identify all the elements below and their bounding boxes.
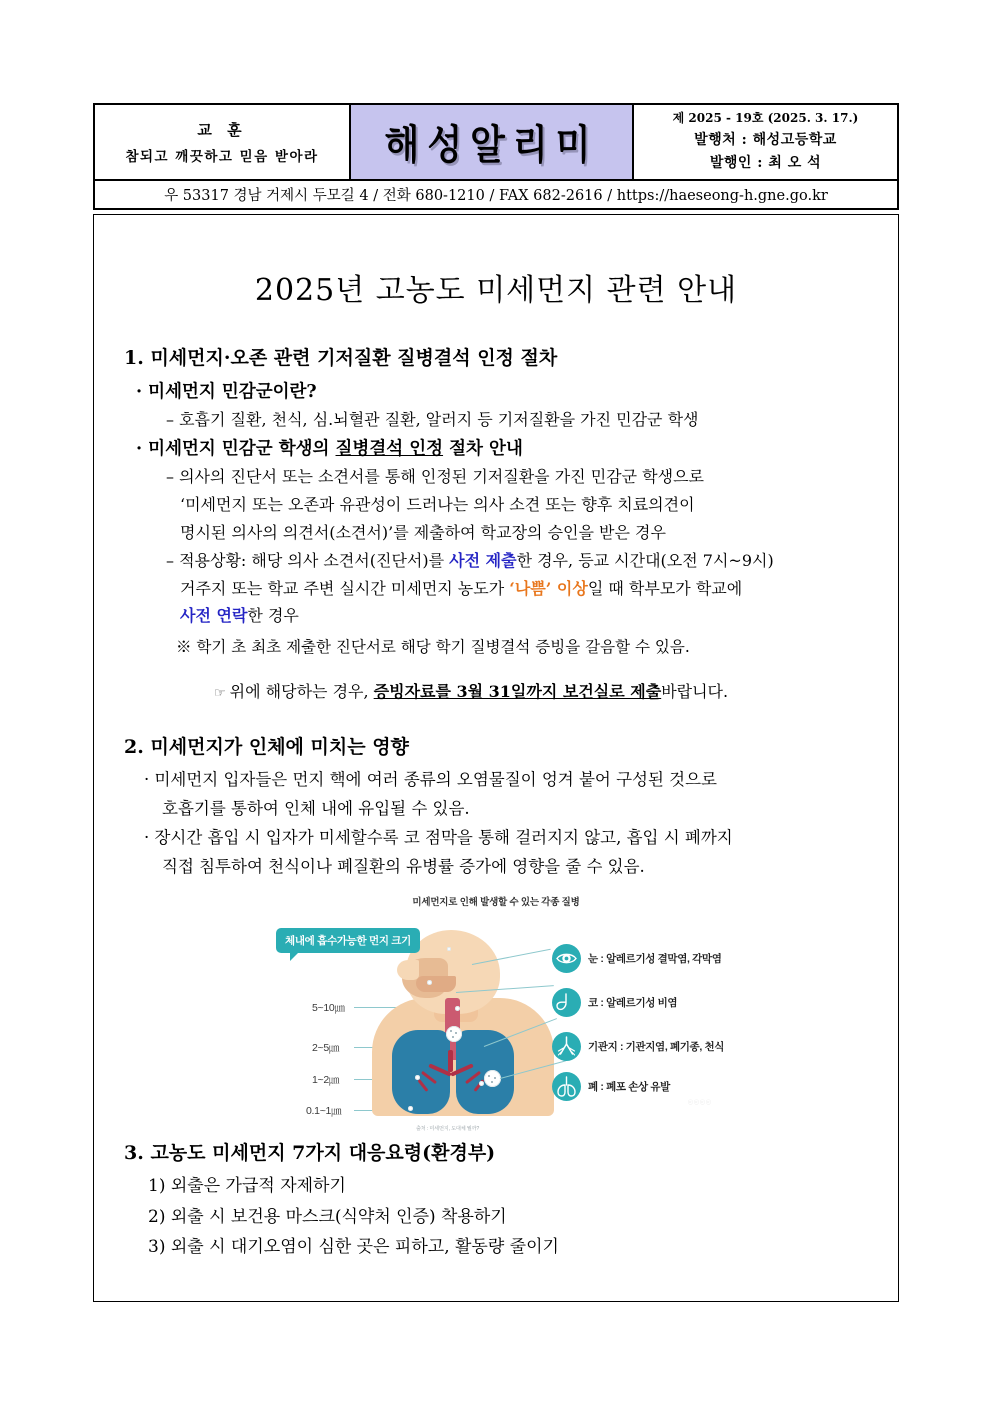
section-2-bullets (110, 767, 882, 880)
section-1-sub2-line2 (180, 576, 882, 602)
callout-b: 바랍니다. (661, 682, 729, 702)
motto-text: 참되고 깨끗하고 믿음 받아라 (125, 149, 319, 165)
disease-item-nose (552, 988, 677, 1017)
callout-underlined: 증빙자료를 3월 31일까지 보건실로 제출 (373, 682, 662, 702)
sub2-line1-highlight: 사전 제출 (449, 550, 517, 570)
bullet-2-underlined: 질병결석 인정 (335, 438, 444, 459)
section-1-bullet-1-sub: – 호흡기 질환, 천식, 심.뇌혈관 질환, 알러지 등 기저질환을 가진 민감군 학생 (166, 410, 699, 429)
editor: 발행인 : 최 오 석 (709, 154, 822, 171)
section-3 (110, 1138, 882, 1262)
section-1-sub1-line2: ‘미세먼지 또는 오존과 유관성이 드러나는 의사 소견 또는 향후 치료의견이 (180, 494, 695, 514)
document-body (93, 214, 899, 1302)
sub2-line3-b: 한 경우 (247, 606, 299, 626)
section-1-note: ※ 학기 초 최초 제출한 진단서로 해당 학기 질병결석 증빙을 갈음할 수 있음. (176, 638, 690, 657)
absorbable-size-badge: 체내에 흡수가능한 먼지 크기 (276, 928, 420, 953)
section-1-bullet-1 (136, 378, 882, 403)
disease-item-lung (552, 1072, 670, 1101)
newsletter-logo-cell (351, 105, 634, 179)
eye-icon (552, 944, 581, 973)
disease-label-eye: 눈 : 알레르기성 결막염, 각막염 (588, 953, 722, 966)
sub2-line2-a: 거주지 또는 학교 주변 실시간 미세먼지 농도가 (180, 578, 510, 598)
pointing-hand-icon: ☞ (214, 686, 226, 702)
sub2-line1-b: 한 경우, 등교 시간대(오전 7시~9시) (516, 550, 774, 570)
bullet-2-prefix: · 미세먼지 민감군 학생의 (136, 438, 336, 459)
size-label-1: 5~10㎛ (312, 1002, 345, 1015)
nose-icon (552, 988, 581, 1017)
infographic-title: 미세먼지로 인해 발생할 수 있는 각종 질병 (412, 897, 580, 909)
mouth-cavity-shape (416, 976, 456, 992)
address-bar: 우 53317 경남 거제시 두모길 4 / 전화 680-1210 / FAX 682-2616 / https://haeseong-h.gne.go.kr (93, 181, 899, 210)
section-1-sub2-line1 (166, 548, 882, 574)
disease-label-nose: 코 : 알레르기성 비염 (588, 997, 678, 1010)
sub2-line1-a: – 적용상황: 해당 의사 소견서(진단서)를 (166, 550, 450, 570)
section-2 (110, 732, 882, 1133)
callout-a: 위에 해당하는 경우, (229, 682, 374, 702)
infographic-source: 출처 : 미세먼지, 도대체 뭘까? (416, 1126, 480, 1133)
disease-item-eye (552, 944, 722, 973)
nose-shape (397, 960, 419, 980)
section-3-item-2: 2) 외출 시 보건용 마스크(식약처 인증) 착용하기 (148, 1206, 507, 1227)
size-label-4: 0.1~1㎛ (306, 1105, 342, 1118)
sub2-line2-b: 일 때 학부모가 학교에 (587, 578, 743, 598)
publisher: 발행처 : 해성고등학교 (694, 131, 837, 148)
newsletter-logo-text: 해성알리미 (384, 121, 599, 169)
section-3-item-3: 3) 외출 시 대기오염이 심한 곳은 피하고, 활동량 줄이기 (148, 1237, 559, 1258)
section-3-list (110, 1173, 882, 1262)
dust-disease-infographic (276, 894, 725, 1133)
section-1 (110, 343, 882, 702)
section-1-sub2-line3 (180, 603, 882, 629)
disease-item-bronchi (552, 1032, 724, 1061)
school-motto-cell (95, 105, 351, 179)
section-2-bullet-1-line2: 호흡기를 통하여 인체 내에 유입될 수 있음. (162, 799, 470, 819)
size-label-2: 2~5㎛ (312, 1042, 340, 1055)
sub2-line2-highlight: ‘나쁨’ 이상 (509, 578, 588, 598)
size-label-3: 1~2㎛ (312, 1074, 340, 1087)
section-2-bullet-2-line1: · 장시간 흡입 시 입자가 미세할수록 코 점막을 통해 걸러지지 않고, 흡입 시 폐까지 (144, 827, 733, 847)
infographic-watermark: ⓒⓒⓒⓒ (687, 1100, 712, 1107)
section-1-sub1-line1: – 의사의 진단서 또는 소견서를 통해 인정된 기저질환을 가진 민감군 학생으로 (166, 466, 704, 486)
section-2-heading: 2. 미세먼지가 인체에 미치는 영향 (124, 736, 409, 759)
issue-info-cell (634, 105, 897, 179)
section-1-bullet-2 (136, 435, 882, 460)
page-title: 2025년 고농도 미세먼지 관련 안내 (254, 273, 738, 308)
section-1-callout (214, 679, 882, 702)
lung-icon (552, 1072, 581, 1101)
section-1-sub1-line3: 명시된 의사의 의견서(소견서)’를 제출하여 학교장의 승인을 받은 경우 (180, 522, 666, 542)
disease-label-bronchi: 기관지 : 기관지염, 폐기종, 천식 (588, 1041, 725, 1054)
section-3-heading: 3. 고농도 미세먼지 7가지 대응요령(환경부) (124, 1142, 496, 1165)
infographic-stage (276, 914, 725, 1133)
bronchi-icon (552, 1032, 581, 1061)
bronchi-shape (414, 1050, 490, 1102)
sub2-line3-highlight: 사전 연락 (180, 606, 248, 626)
section-3-item-1: 1) 외출은 가급적 자제하기 (148, 1176, 346, 1197)
disease-label-lung: 폐 : 폐포 손상 유발 (588, 1081, 670, 1094)
bullet-1-label: · 미세먼지 민감군이란? (136, 382, 317, 402)
bullet-2-suffix: 절차 안내 (443, 438, 523, 459)
section-2-bullet-2-line2: 직접 침투하여 천식이나 폐질환의 유병률 증가에 영향을 줄 수 있음. (162, 856, 645, 876)
issue-number: 제 2025 - 19호 (2025. 3. 17.) (672, 111, 859, 125)
masthead (93, 103, 899, 181)
motto-title: 교 훈 (197, 121, 247, 139)
section-2-bullet-1-line1: · 미세먼지 입자들은 먼지 핵에 여러 종류의 오염물질이 엉겨 붙어 구성된 것으로 (144, 770, 717, 790)
section-1-heading: 1. 미세먼지·오존 관련 기저질환 질병결석 인정 절차 (124, 347, 558, 369)
